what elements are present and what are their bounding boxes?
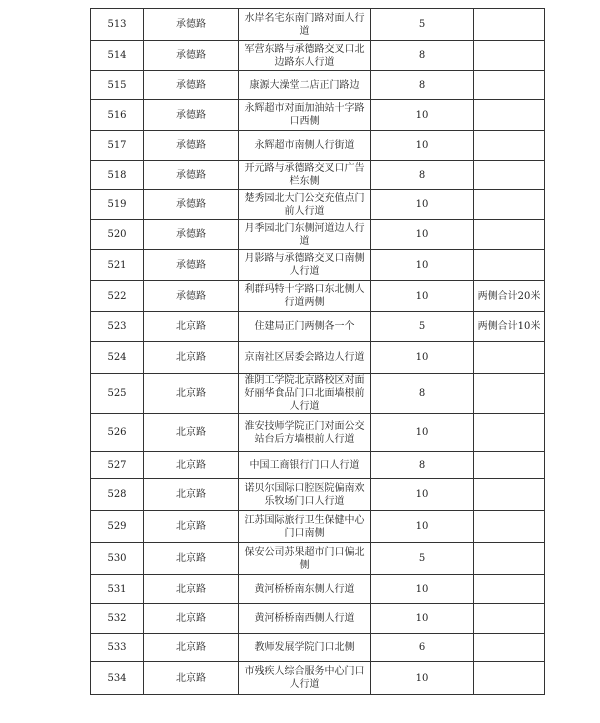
location-cell: 保安公司苏果超市门口偏北侧 [239,543,371,575]
road-name-cell: 承德路 [144,100,239,131]
road-name-cell: 承德路 [144,131,239,161]
table-row [91,543,545,575]
road-name-cell: 北京路 [144,604,239,634]
note-cell [474,250,545,281]
count-cell: 10 [371,604,474,634]
road-name-cell: 北京路 [144,342,239,374]
note-cell [474,161,545,190]
note-cell [474,414,545,452]
count-cell: 10 [371,220,474,250]
road-name-cell: 承德路 [144,220,239,250]
location-cell: 利群玛特十字路口东北侧人行道两侧 [239,281,371,312]
table-row [91,9,545,41]
row-number-cell: 518 [91,161,144,190]
row-number-cell: 533 [91,634,144,662]
note-cell [474,452,545,479]
road-name-cell: 北京路 [144,452,239,479]
note-cell [474,543,545,575]
row-number-cell: 513 [91,9,144,41]
table-row [91,220,545,250]
row-number-cell: 526 [91,414,144,452]
count-cell: 8 [371,41,474,71]
count-cell: 8 [371,452,474,479]
location-cell: 诺贝尔国际口腔医院偏南欢乐牧场门口人行道 [239,479,371,511]
location-cell: 京南社区居委会路边人行道 [239,342,371,374]
road-name-cell: 北京路 [144,374,239,414]
row-number-cell: 516 [91,100,144,131]
row-number-cell: 520 [91,220,144,250]
count-cell: 5 [371,312,474,342]
road-name-cell: 北京路 [144,414,239,452]
table-row [91,452,545,479]
count-cell: 8 [371,71,474,100]
parking-location-table [90,8,545,695]
row-number-cell: 531 [91,575,144,604]
location-cell: 军营东路与承德路交叉口北边路东人行道 [239,41,371,71]
road-name-cell: 北京路 [144,662,239,695]
road-name-cell: 承德路 [144,9,239,41]
row-number-cell: 530 [91,543,144,575]
note-cell [474,220,545,250]
table-row [91,662,545,695]
road-name-cell: 北京路 [144,511,239,543]
count-cell: 10 [371,575,474,604]
location-cell: 永辉超市南侧人行街道 [239,131,371,161]
table-row [91,511,545,543]
count-cell: 10 [371,479,474,511]
note-cell [474,41,545,71]
table-row [91,71,545,100]
location-cell: 康源大澡堂二店正门路边 [239,71,371,100]
count-cell: 8 [371,161,474,190]
table-row [91,41,545,71]
table-row [91,634,545,662]
note-cell [474,604,545,634]
table-row [91,575,545,604]
note-cell [474,190,545,220]
row-number-cell: 534 [91,662,144,695]
road-name-cell: 承德路 [144,190,239,220]
row-number-cell: 523 [91,312,144,342]
note-cell [474,479,545,511]
location-cell: 开元路与承德路交叉口广告栏东侧 [239,161,371,190]
count-cell: 10 [371,281,474,312]
table-row [91,161,545,190]
row-number-cell: 517 [91,131,144,161]
road-name-cell: 北京路 [144,479,239,511]
location-cell: 月影路与承德路交叉口南侧人行道 [239,250,371,281]
location-cell: 黄河桥桥南东侧人行道 [239,575,371,604]
table-row [91,604,545,634]
count-cell: 10 [371,662,474,695]
road-name-cell: 承德路 [144,41,239,71]
count-cell: 10 [371,250,474,281]
count-cell: 8 [371,374,474,414]
table-row [91,100,545,131]
location-cell: 楚秀园北大门公交充值点门前人行道 [239,190,371,220]
note-cell [474,511,545,543]
location-cell: 中国工商银行门口人行道 [239,452,371,479]
table-row [91,374,545,414]
road-name-cell: 承德路 [144,161,239,190]
note-cell [474,131,545,161]
location-cell: 教师发展学院门口北侧 [239,634,371,662]
row-number-cell: 521 [91,250,144,281]
count-cell: 10 [371,100,474,131]
count-cell: 5 [371,543,474,575]
row-number-cell: 527 [91,452,144,479]
note-cell [474,634,545,662]
row-number-cell: 522 [91,281,144,312]
row-number-cell: 532 [91,604,144,634]
row-number-cell: 524 [91,342,144,374]
location-cell: 江苏国际旅行卫生保健中心门口南侧 [239,511,371,543]
road-name-cell: 承德路 [144,250,239,281]
location-cell: 水岸名宅东南门路对面人行道 [239,9,371,41]
table-row [91,312,545,342]
row-number-cell: 528 [91,479,144,511]
road-name-cell: 北京路 [144,312,239,342]
count-cell: 10 [371,131,474,161]
note-cell: 两侧合计10米 [474,312,545,342]
road-name-cell: 北京路 [144,575,239,604]
location-cell: 淮阴工学院北京路校区对面好丽华食品门口北面墙根前人行道 [239,374,371,414]
note-cell [474,100,545,131]
note-cell [474,342,545,374]
location-cell: 淮安技师学院正门对面公交站台后方墙根前人行道 [239,414,371,452]
row-number-cell: 519 [91,190,144,220]
road-name-cell: 承德路 [144,281,239,312]
note-cell: 两侧合计20米 [474,281,545,312]
row-number-cell: 515 [91,71,144,100]
table-row [91,190,545,220]
row-number-cell: 525 [91,374,144,414]
road-name-cell: 北京路 [144,634,239,662]
table-body [91,9,545,695]
count-cell: 10 [371,511,474,543]
table-row [91,250,545,281]
road-name-cell: 承德路 [144,71,239,100]
location-cell: 市残疾人综合服务中心门口人行道 [239,662,371,695]
table-row [91,342,545,374]
location-cell: 黄河桥桥南西侧人行道 [239,604,371,634]
table-row [91,479,545,511]
count-cell: 10 [371,342,474,374]
table-row [91,281,545,312]
count-cell: 10 [371,190,474,220]
row-number-cell: 529 [91,511,144,543]
count-cell: 10 [371,414,474,452]
table-row [91,414,545,452]
note-cell [474,71,545,100]
count-cell: 6 [371,634,474,662]
note-cell [474,662,545,695]
location-cell: 住建局正门两侧各一个 [239,312,371,342]
road-name-cell: 北京路 [144,543,239,575]
note-cell [474,9,545,41]
note-cell [474,374,545,414]
note-cell [474,575,545,604]
row-number-cell: 514 [91,41,144,71]
table-row [91,131,545,161]
location-cell: 月季园北门东侧河道边人行道 [239,220,371,250]
count-cell: 5 [371,9,474,41]
location-cell: 永辉超市对面加油站十字路口西侧 [239,100,371,131]
